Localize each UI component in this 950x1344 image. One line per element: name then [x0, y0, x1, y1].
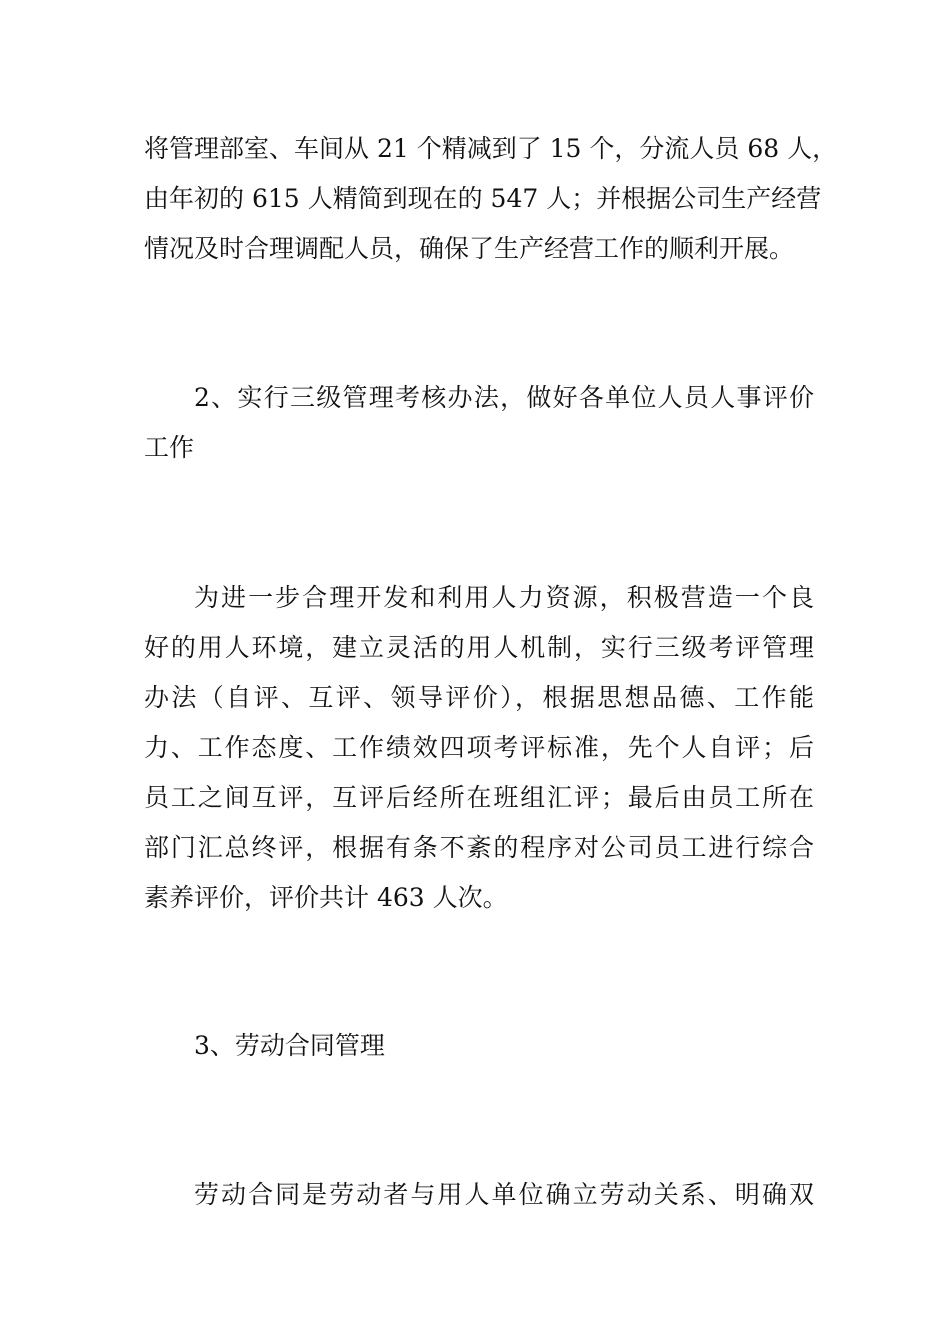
paragraph-staff-reduction: [144, 124, 838, 274]
text-line: 部门汇总终评，根据有条不紊的程序对公司员工进行综合: [144, 833, 814, 862]
text-line: 办法（自评、互评、领导评价），根据思想品德、工作能: [144, 683, 814, 712]
text-line: 将管理部室、车间从 21 个精减到了 15 个，分流人员 68 人，: [144, 134, 838, 163]
text-line: 力、工作态度、工作绩效四项考评标准，先个人自评；后: [144, 733, 814, 762]
text-line: 员工之间互评，互评后经所在班组汇评；最后由员工所在: [144, 783, 814, 812]
text-line: 情况及时合理调配人员，确保了生产经营工作的顺利开展。: [144, 234, 795, 263]
heading-line: 2、实行三级管理考核办法，做好各单位人员人事评价: [194, 383, 814, 412]
text-line: 好的用人环境，建立灵活的用人机制，实行三级考评管理: [144, 633, 814, 662]
heading-line: 工作: [144, 433, 195, 462]
text-line: 素养评价，评价共计 463 人次。: [144, 883, 508, 912]
paragraph-labor-contract: [144, 1170, 814, 1220]
text-line: 由年初的 615 人精简到现在的 547 人；并根据公司生产经营: [144, 184, 822, 213]
text-line: 为进一步合理开发和利用人力资源，积极营造一个良: [194, 583, 814, 612]
heading-section-3: [144, 1021, 814, 1071]
heading-line: 3、劳动合同管理: [194, 1031, 385, 1060]
heading-section-2: [144, 373, 814, 473]
paragraph-evaluation: [144, 573, 814, 923]
text-line: 劳动合同是劳动者与用人单位确立劳动关系、明确双: [194, 1180, 814, 1209]
